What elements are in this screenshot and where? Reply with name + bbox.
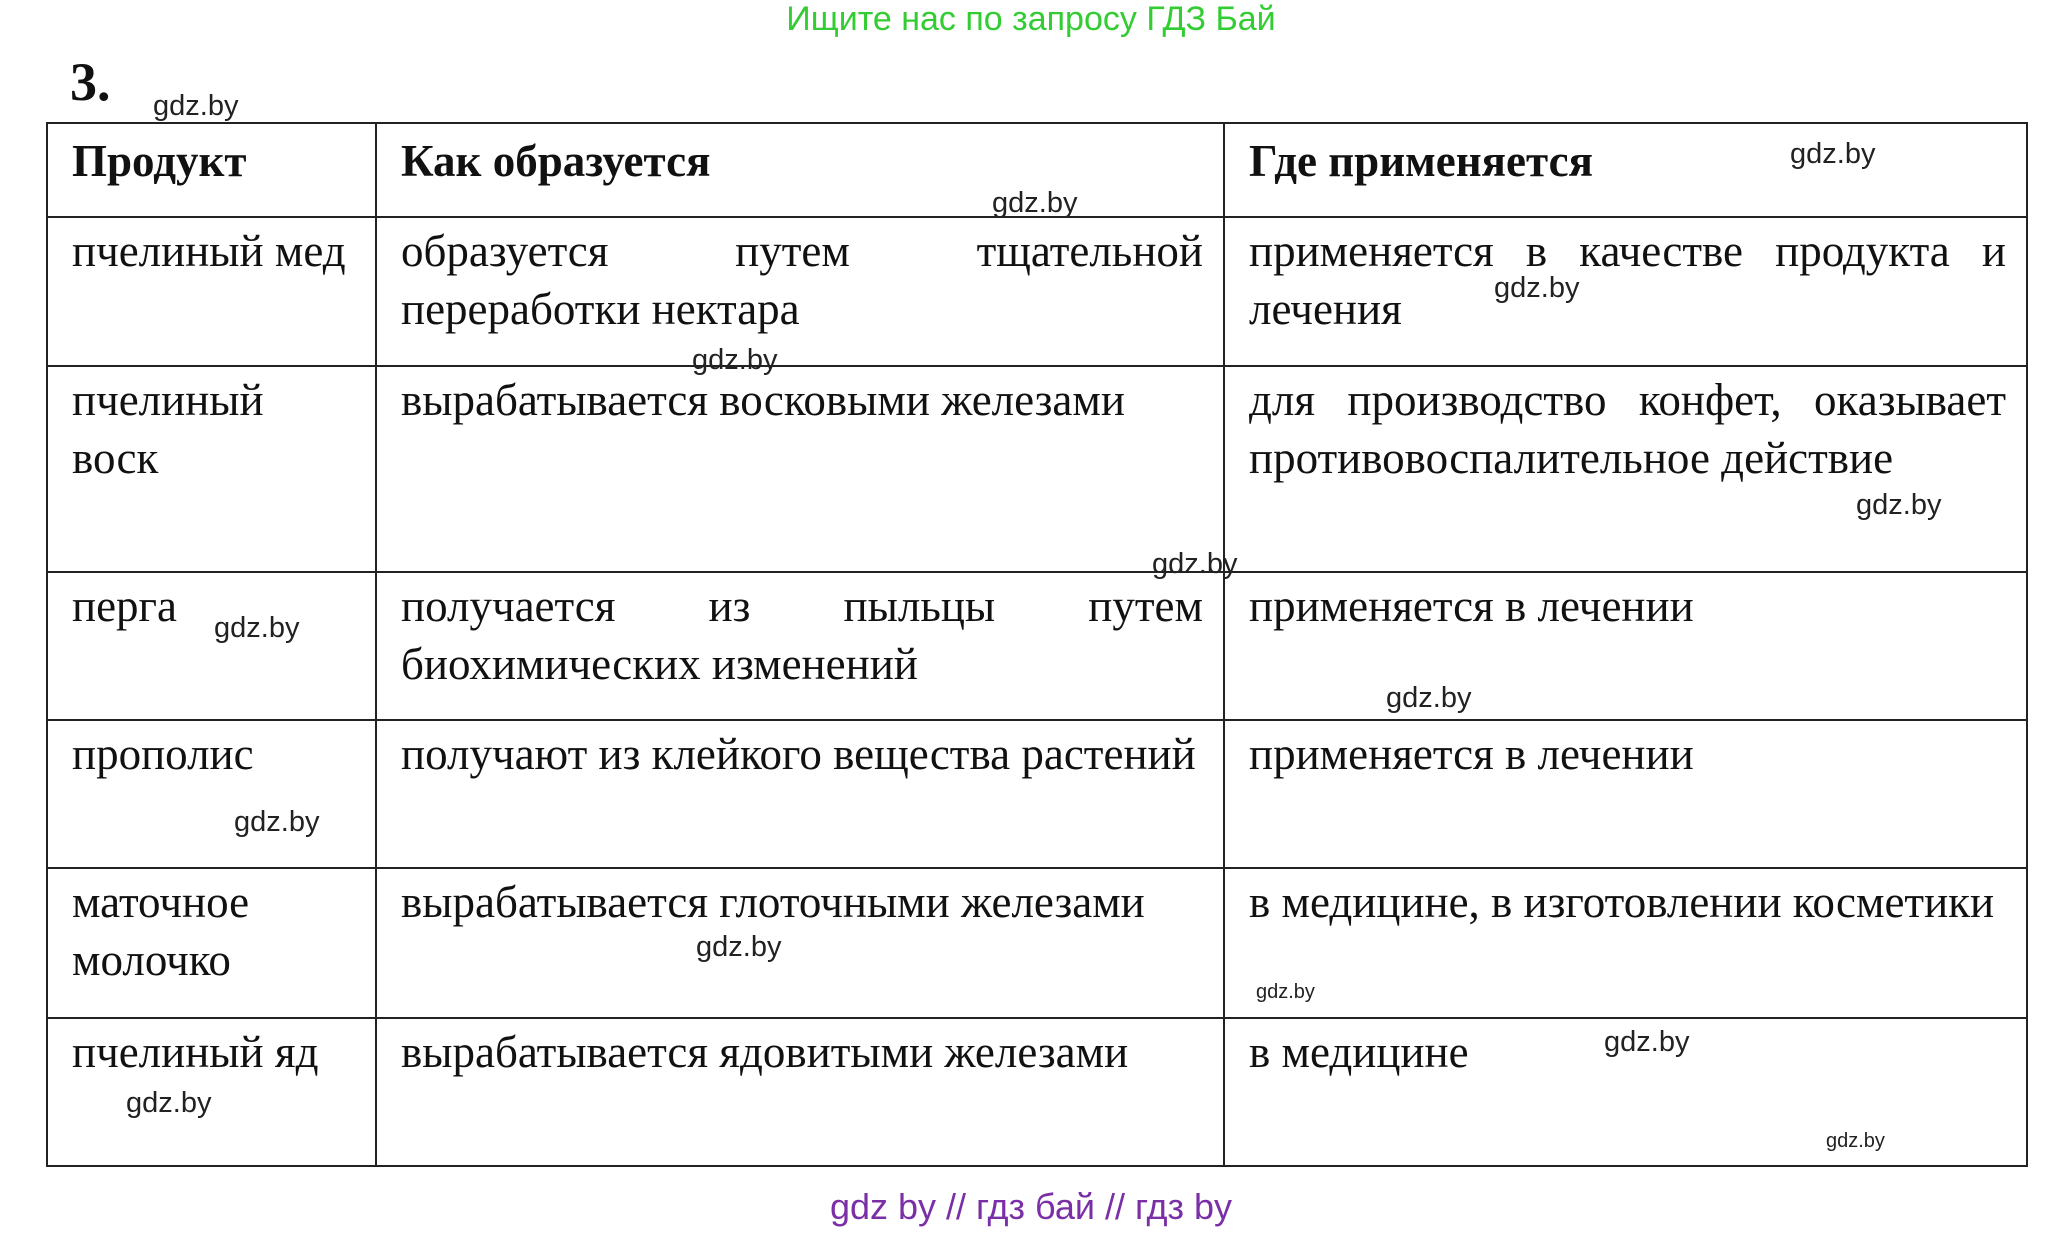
cell-formation: вырабатывается восковыми железами [376, 366, 1224, 572]
header-product: Продукт [47, 123, 376, 217]
cell-product: маточное молочко [47, 868, 376, 1018]
watermark: gdz.by [1826, 1130, 1885, 1152]
cell-formation: образуется путем тщательной переработки нектара [376, 217, 1224, 366]
cell-usage: применяется в качестве продукта и лечения [1224, 217, 2027, 366]
cell-usage: применяется в лечении [1224, 572, 2027, 720]
watermark: gdz.by [153, 90, 239, 122]
task-number: 3. [70, 52, 111, 112]
table-row [47, 868, 2027, 1018]
table-row [47, 720, 2027, 868]
cell-formation: получается из пыльцы путем биохимических изменений [376, 572, 1224, 720]
watermark: gdz.by [696, 931, 782, 963]
cell-product: пчелиный яд [47, 1018, 376, 1166]
table-row [47, 366, 2027, 572]
cell-product: перга [47, 572, 376, 720]
table-row [47, 1018, 2027, 1166]
watermark: gdz.by [1856, 489, 1942, 521]
watermark: gdz.by [1790, 138, 1876, 170]
footer-links: gdz by // гдз бай // гдз by [829, 1186, 1233, 1227]
watermark: gdz.by [214, 612, 300, 644]
cell-usage: в медицине [1224, 1018, 2027, 1166]
watermark: gdz.by [1386, 682, 1472, 714]
cell-formation: вырабатывается ядовитыми железами [376, 1018, 1224, 1166]
cell-formation: вырабатывается глоточными железами [376, 868, 1224, 1018]
header-usage: Где применяется [1224, 123, 2027, 217]
watermark: gdz.by [1256, 981, 1315, 1003]
watermark: gdz.by [992, 187, 1078, 219]
watermark: gdz.by [692, 344, 778, 376]
watermark: gdz.by [234, 806, 320, 838]
watermark: gdz.by [126, 1087, 212, 1119]
watermark: gdz.by [1604, 1026, 1690, 1058]
cell-product: прополис [47, 720, 376, 868]
table-row [47, 217, 2027, 366]
watermark: gdz.by [1494, 272, 1580, 304]
cell-formation: получают из клейкого вещества растений [376, 720, 1224, 868]
cell-product: пчелиный мед [47, 217, 376, 366]
cell-usage: для производство конфет, оказывает противовоспалительное действие [1224, 366, 2027, 572]
header-formation: Как образуется [376, 123, 1224, 217]
bee-products-table [46, 122, 2028, 1167]
watermark: gdz.by [1152, 548, 1238, 580]
table-row [47, 572, 2027, 720]
cell-usage: применяется в лечении [1224, 720, 2027, 868]
cell-product: пчелиный воск [47, 366, 376, 572]
top-banner: Ищите нас по запросу ГДЗ Бай [786, 0, 1276, 38]
cell-usage: в медицине, в изготовлении косметики [1224, 868, 2027, 1018]
